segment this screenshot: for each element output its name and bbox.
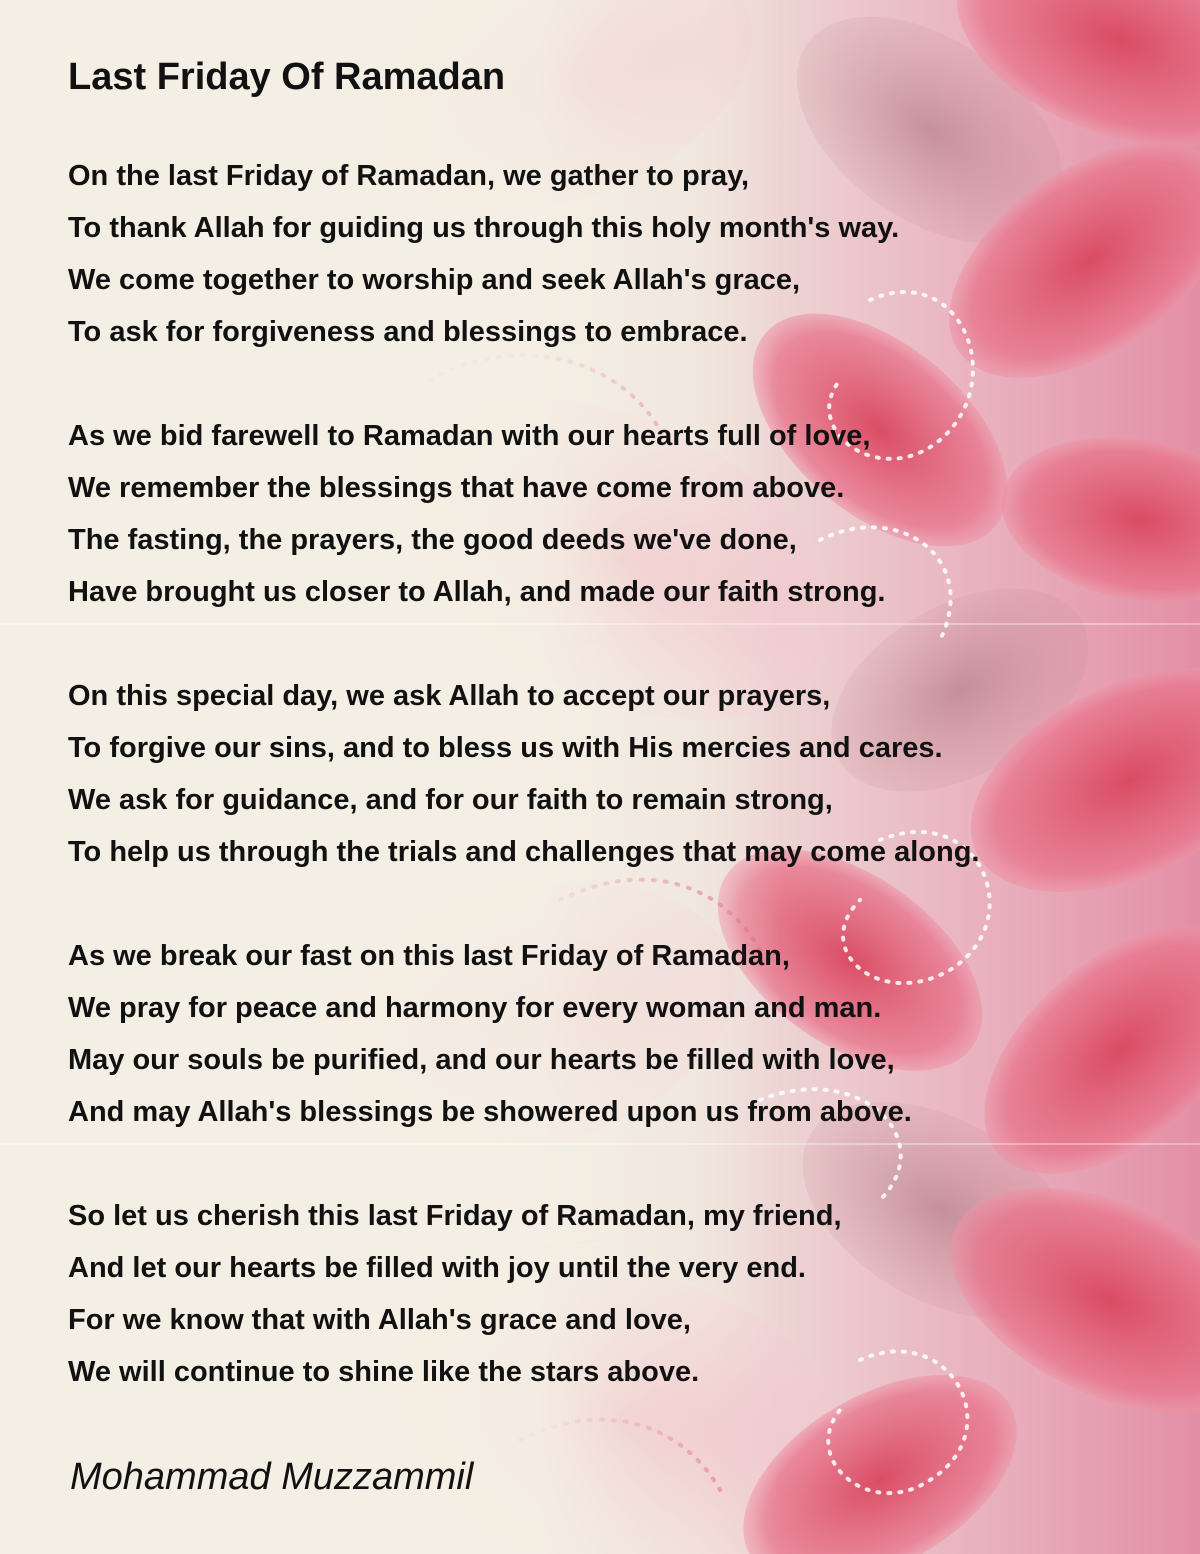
stanza-break bbox=[68, 878, 1168, 930]
stanza-1 bbox=[68, 150, 1168, 358]
poem-content bbox=[68, 52, 1168, 1498]
poem-line: To ask for forgiveness and blessings to embrace. bbox=[68, 316, 748, 348]
stanza-break bbox=[68, 358, 1168, 410]
poem-author: Mohammad Muzzammil bbox=[70, 1456, 474, 1498]
poem-body bbox=[68, 150, 1168, 1398]
poem-line: And may Allah's blessings be showered upon us from above. bbox=[68, 1096, 912, 1128]
poem-line: We ask for guidance, and for our faith to remain strong, bbox=[68, 784, 833, 816]
stanza-break bbox=[68, 618, 1168, 670]
poem-line: May our souls be purified, and our hearts be filled with love, bbox=[68, 1044, 895, 1076]
stanza-break bbox=[68, 1138, 1168, 1190]
poem-line: We remember the blessings that have come from above. bbox=[68, 472, 845, 504]
poem-line: We pray for peace and harmony for every woman and man. bbox=[68, 992, 882, 1024]
poem-line: On the last Friday of Ramadan, we gather to pray, bbox=[68, 160, 750, 192]
poem-line: We come together to worship and seek Allah's grace, bbox=[68, 264, 801, 296]
poem-line: To forgive our sins, and to bless us with His mercies and cares. bbox=[68, 732, 943, 764]
poem-title: Last Friday Of Ramadan bbox=[68, 56, 506, 98]
poem-line: To help us through the trials and challenges that may come along. bbox=[68, 836, 980, 868]
poem-line: The fasting, the prayers, the good deeds we've done, bbox=[68, 524, 797, 556]
poem-line: Have brought us closer to Allah, and made our faith strong. bbox=[68, 576, 886, 608]
poem-line: So let us cherish this last Friday of Ramadan, my friend, bbox=[68, 1200, 842, 1232]
poem-line: For we know that with Allah's grace and love, bbox=[68, 1304, 691, 1336]
poem-line: To thank Allah for guiding us through this holy month's way. bbox=[68, 212, 900, 244]
stanza-5 bbox=[68, 1190, 1168, 1398]
stanza-2 bbox=[68, 410, 1168, 618]
poem-line: On this special day, we ask Allah to accept our prayers, bbox=[68, 680, 831, 712]
poem-line: As we break our fast on this last Friday of Ramadan, bbox=[68, 940, 790, 972]
poem-line: We will continue to shine like the stars above. bbox=[68, 1356, 700, 1388]
stanza-3 bbox=[68, 670, 1168, 878]
poem-line: And let our hearts be filled with joy until the very end. bbox=[68, 1252, 806, 1284]
stanza-4 bbox=[68, 930, 1168, 1138]
poem-line: As we bid farewell to Ramadan with our hearts full of love, bbox=[68, 420, 871, 452]
